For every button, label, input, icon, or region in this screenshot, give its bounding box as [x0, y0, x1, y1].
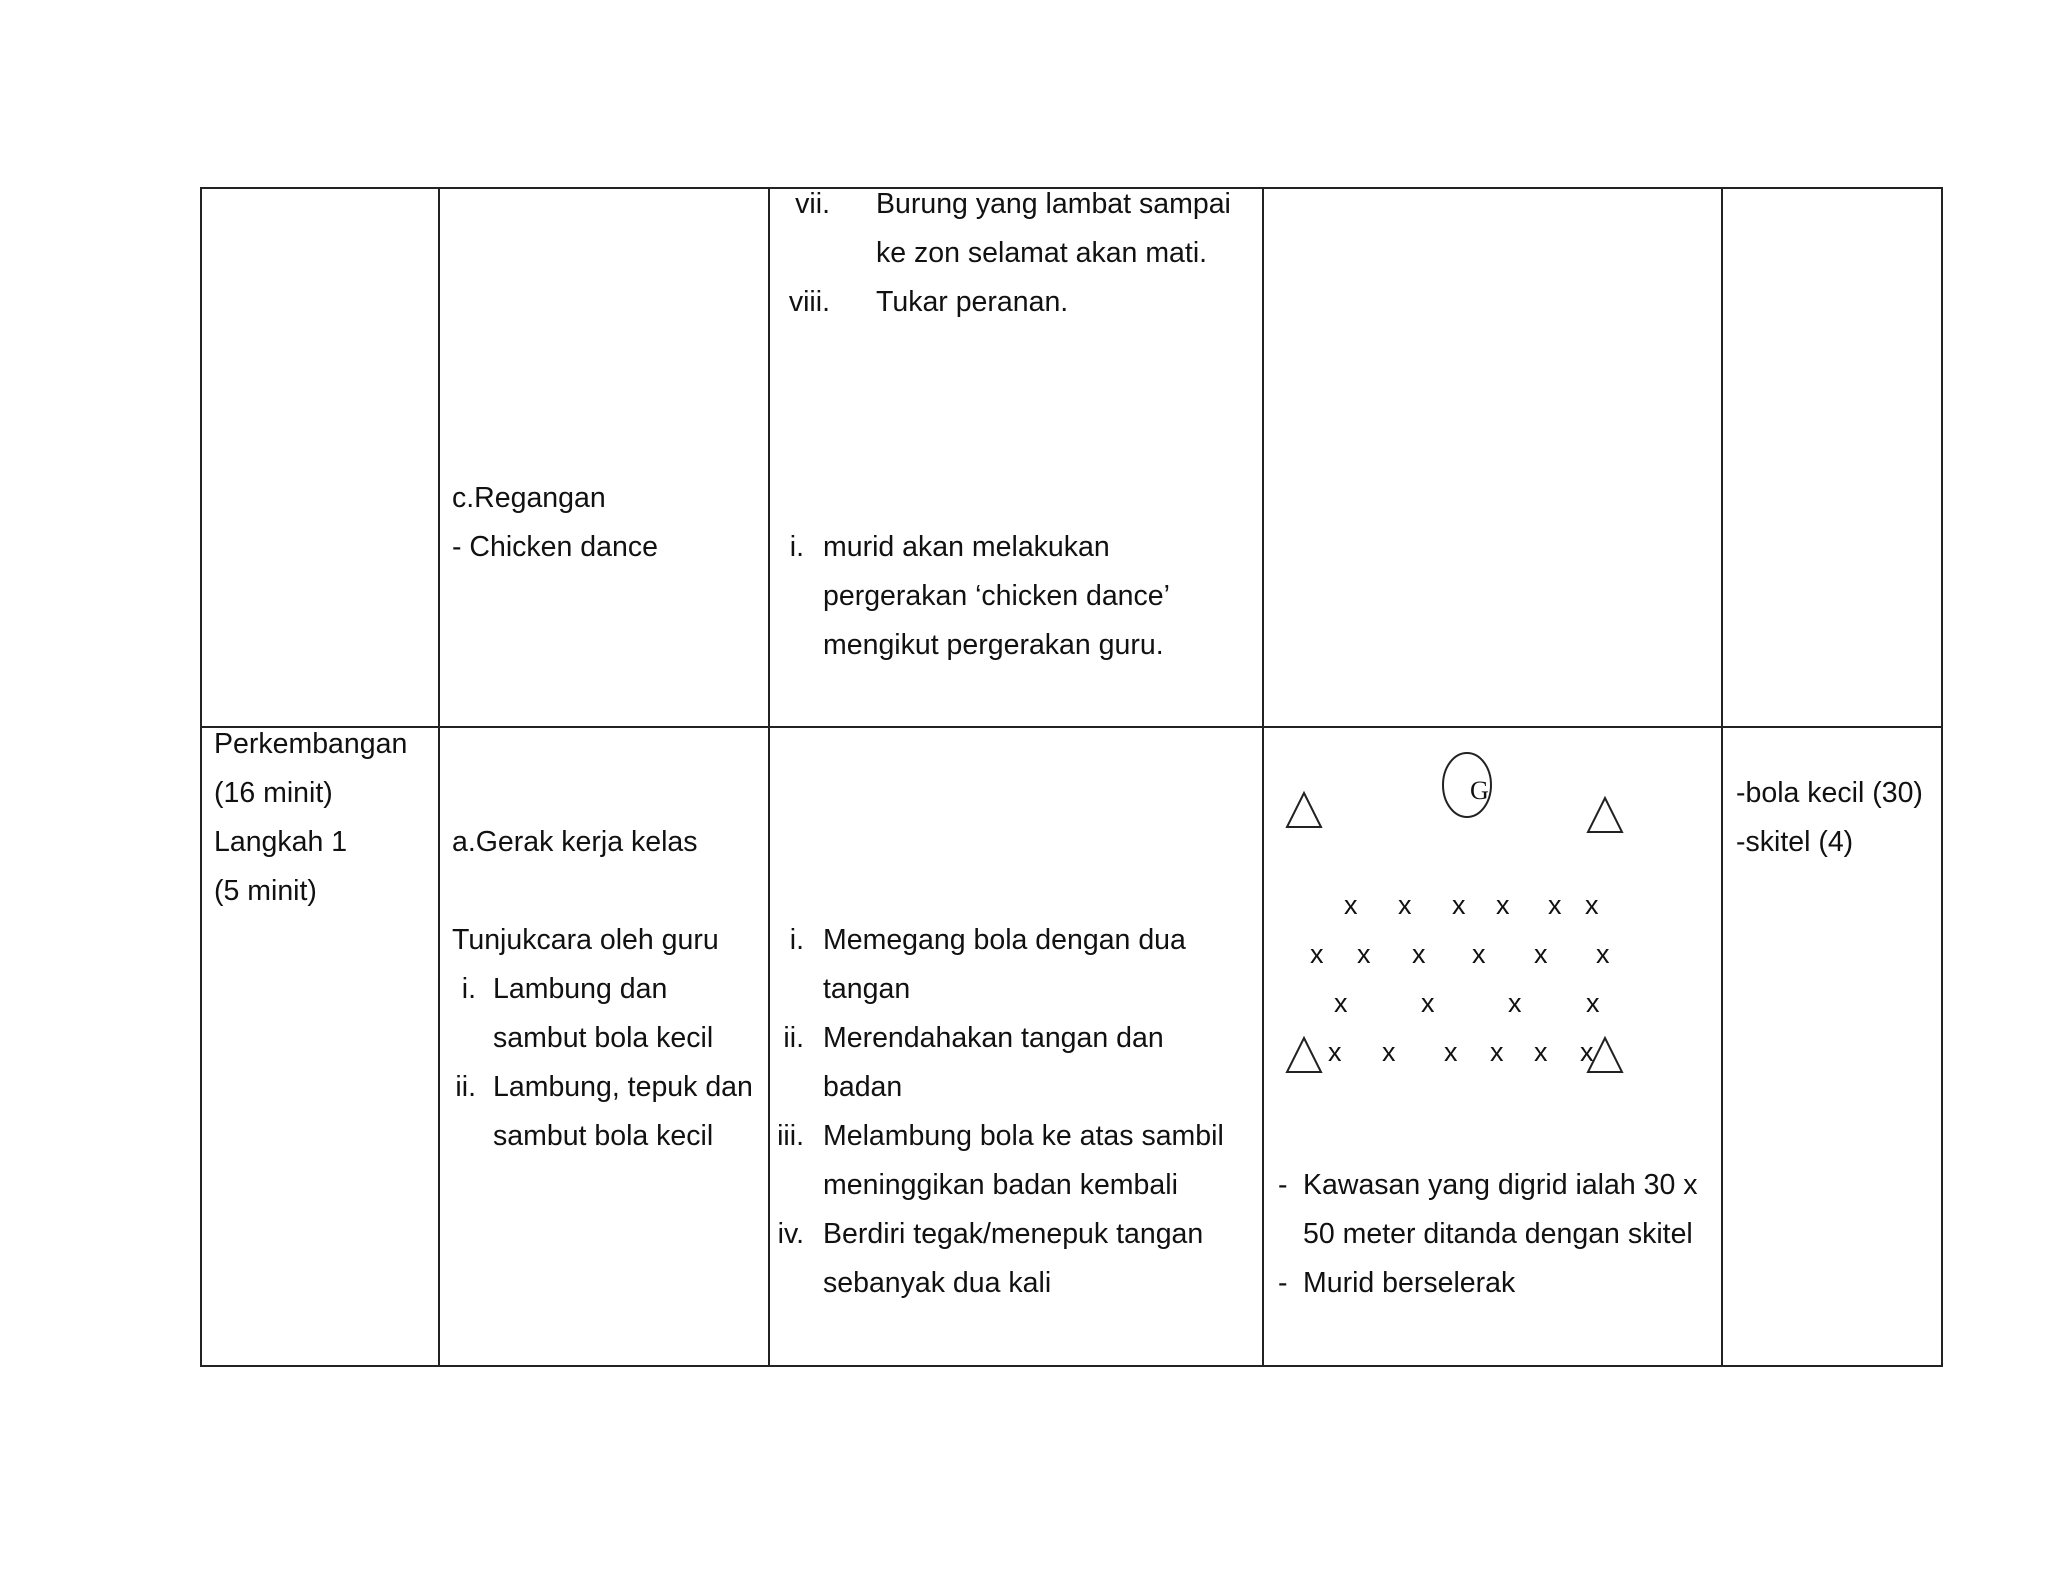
teacher-marker: G — [1470, 776, 1489, 805]
note-text: Murid berselerak — [1303, 1267, 1516, 1299]
list-item-text: sebanyak dua kali — [823, 1267, 1052, 1299]
list-item-text: sambut bola kecil — [493, 1022, 714, 1054]
student-marker: x — [1490, 1037, 1504, 1067]
activity-item: - Chicken dance — [452, 531, 658, 563]
list-number: iii. — [777, 1120, 804, 1152]
student-marker: x — [1452, 890, 1466, 920]
col-divider-1 — [438, 187, 440, 1367]
col-divider-4 — [1721, 187, 1723, 1367]
equipment-item: -bola kecil (30) — [1736, 777, 1923, 809]
list-item-text: sambut bola kecil — [493, 1120, 714, 1152]
list-item-text: murid akan melakukan — [823, 531, 1110, 563]
list-number: i. — [789, 531, 804, 563]
student-marker: x — [1334, 988, 1348, 1018]
student-marker: x — [1382, 1037, 1396, 1067]
note-bullet: - — [1278, 1267, 1288, 1299]
row-divider — [200, 726, 1943, 728]
table-border-right — [1941, 187, 1943, 1367]
list-number: i. — [789, 924, 804, 956]
student-marker: x — [1344, 890, 1358, 920]
step-duration: (5 minit) — [214, 875, 317, 907]
list-item-text: Memegang bola dengan dua — [823, 924, 1186, 956]
list-item-text: Tukar peranan. — [876, 286, 1069, 318]
list-number: ii. — [783, 1022, 804, 1054]
equipment-item: -skitel (4) — [1736, 826, 1854, 858]
list-item-text: tangan — [823, 973, 911, 1005]
activity-title: c.Regangan — [452, 482, 606, 514]
student-marker: x — [1357, 939, 1371, 969]
student-marker: x — [1585, 890, 1599, 920]
list-item-text: pergerakan ‘chicken dance’ — [823, 580, 1170, 612]
phase-duration: (16 minit) — [214, 777, 333, 809]
cone-triangle-icon — [1284, 790, 1324, 830]
list-item-text: mengikut pergerakan guru. — [823, 629, 1164, 661]
list-item-text: meninggikan badan kembali — [823, 1169, 1178, 1201]
list-item-text: Melambung bola ke atas sambil — [823, 1120, 1224, 1152]
phase-label: Perkembangan — [214, 728, 408, 760]
student-marker: x — [1421, 988, 1435, 1018]
list-item-text: Lambung dan — [493, 973, 668, 1005]
table-border-left — [200, 187, 202, 1367]
col-divider-3 — [1262, 187, 1264, 1367]
list-number: vii. — [795, 188, 830, 220]
list-item-text: badan — [823, 1071, 903, 1103]
student-marker: x — [1596, 939, 1610, 969]
list-number: i. — [461, 973, 476, 1005]
list-item-text: ke zon selamat akan mati. — [876, 237, 1208, 269]
list-item-text: Merendahakan tangan dan — [823, 1022, 1164, 1054]
cone-triangle-icon — [1585, 795, 1625, 835]
note-bullet: - — [1278, 1169, 1288, 1201]
student-marker: x — [1508, 988, 1522, 1018]
list-number: iv. — [777, 1218, 804, 1250]
list-item-text: Berdiri tegak/menepuk tangan — [823, 1218, 1204, 1250]
list-number: viii. — [788, 286, 830, 318]
student-marker: x — [1586, 988, 1600, 1018]
col-divider-2 — [768, 187, 770, 1367]
student-marker: x — [1412, 939, 1426, 969]
student-marker: x — [1444, 1037, 1458, 1067]
student-marker: x — [1328, 1037, 1342, 1067]
note-text: Kawasan yang digrid ialah 30 x — [1303, 1169, 1698, 1201]
student-marker: x — [1534, 1037, 1548, 1067]
activity-subtitle: Tunjukcara oleh guru — [452, 924, 719, 956]
student-marker: x — [1310, 939, 1324, 969]
student-marker: x — [1534, 939, 1548, 969]
student-marker: x — [1398, 890, 1412, 920]
list-item-text: Lambung, tepuk dan — [493, 1071, 753, 1103]
student-marker: x — [1496, 890, 1510, 920]
student-marker: x — [1580, 1037, 1594, 1067]
table-border-bottom — [200, 1365, 1943, 1367]
student-marker: x — [1472, 939, 1486, 969]
list-item-text: Burung yang lambat sampai — [876, 188, 1231, 220]
activity-title: a.Gerak kerja kelas — [452, 826, 698, 858]
note-text: 50 meter ditanda dengan skitel — [1303, 1218, 1693, 1250]
cone-triangle-icon — [1284, 1035, 1324, 1075]
list-number: ii. — [455, 1071, 476, 1103]
step-label: Langkah 1 — [214, 826, 348, 858]
student-marker: x — [1548, 890, 1562, 920]
